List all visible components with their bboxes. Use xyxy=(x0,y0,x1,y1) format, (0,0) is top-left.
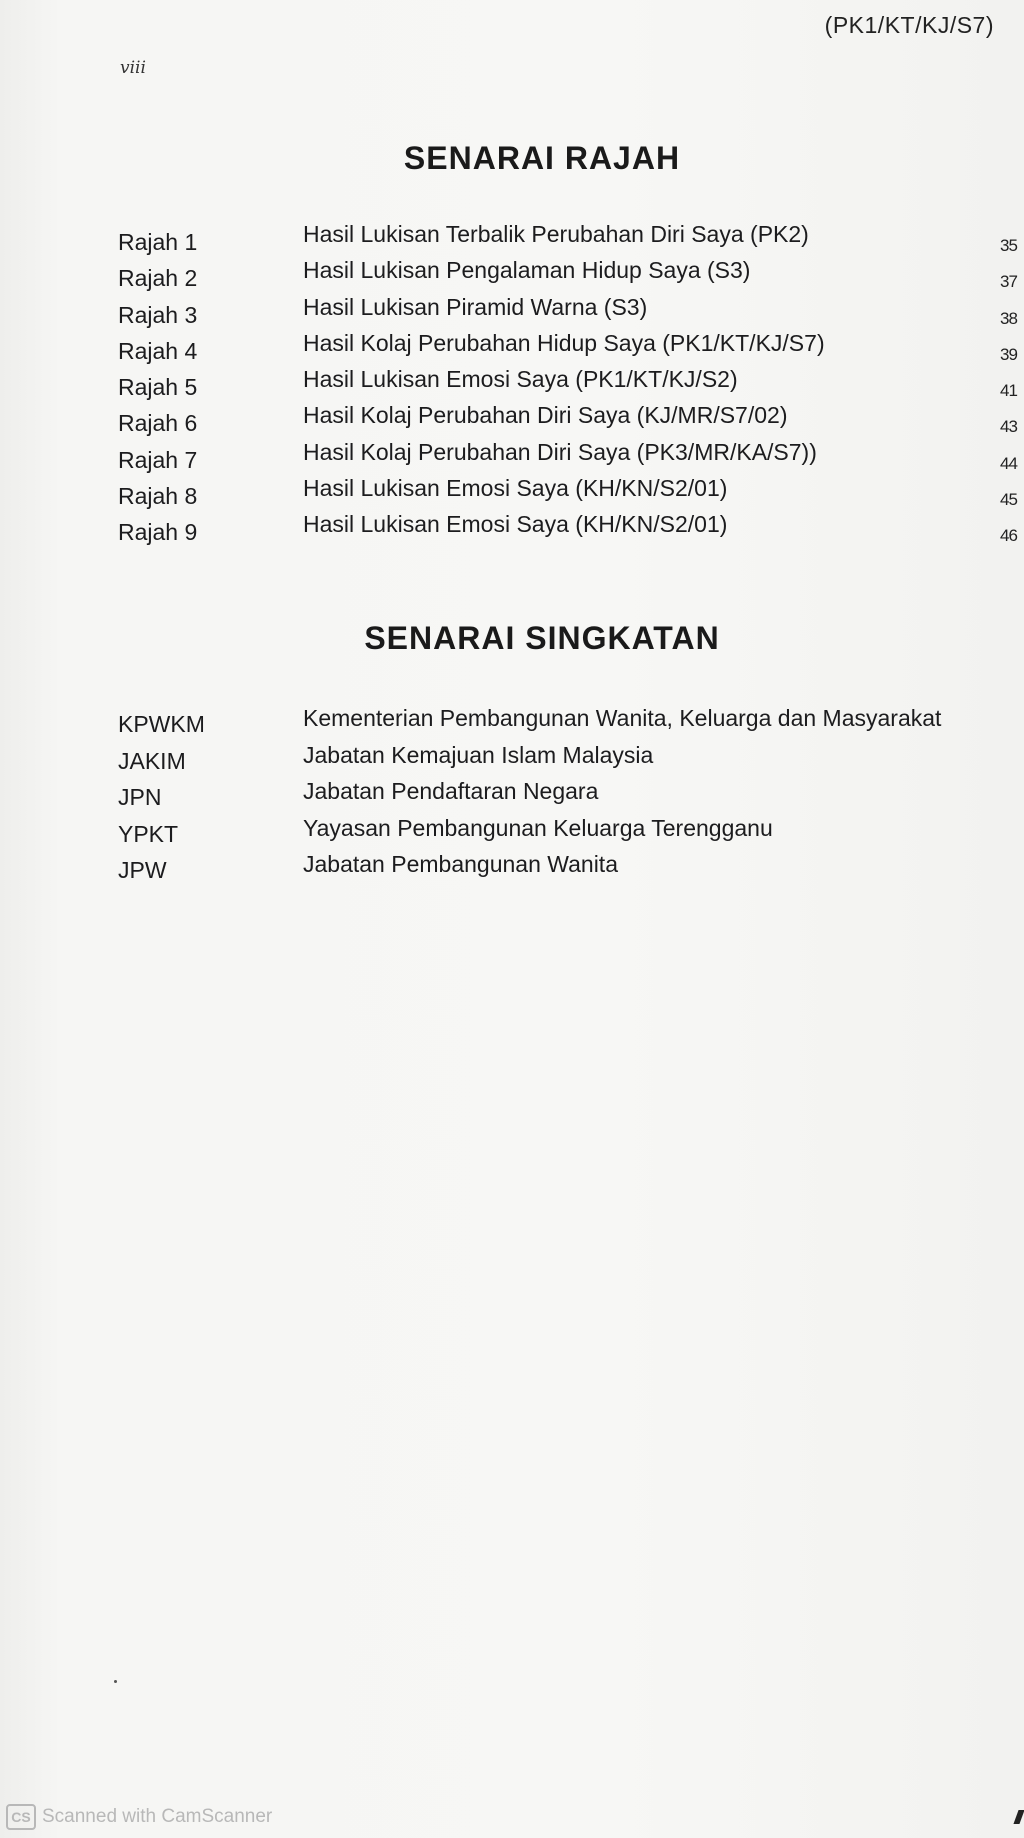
figure-title: Hasil Lukisan Piramid Warna (S3) xyxy=(303,293,648,320)
figure-page: 38 xyxy=(1000,308,1017,328)
abbreviation-code: JAKIM xyxy=(118,747,186,774)
running-head: (PK1/KT/KJ/S7) xyxy=(824,12,994,38)
figure-page: 45 xyxy=(1000,490,1017,510)
abbreviation-meaning: Jabatan Pembangunan Wanita xyxy=(303,851,618,877)
figure-title: Hasil Lukisan Emosi Saya (KH/KN/S2/01) xyxy=(303,511,728,538)
figure-label: Rajah 4 xyxy=(118,337,198,364)
abbreviation-meaning: Yayasan Pembangunan Keluarga Terengganu xyxy=(303,814,773,841)
figure-title: Hasil Lukisan Emosi Saya (KH/KN/S2/01) xyxy=(303,475,728,502)
abbreviation-code: KPWKM xyxy=(118,711,205,737)
abbreviation-meaning: Jabatan Pendaftaran Negara xyxy=(303,778,599,804)
abbreviation-code: JPN xyxy=(118,784,162,810)
figure-title: Hasil Lukisan Emosi Saya (PK1/KT/KJ/S2) xyxy=(303,366,738,393)
watermark-text: Scanned with CamScanner xyxy=(42,1806,273,1827)
abbreviations-heading: SENARAI SINGKATAN xyxy=(364,620,720,656)
figures-list xyxy=(118,221,1018,551)
figure-page: 43 xyxy=(1000,417,1017,437)
figure-label: Rajah 8 xyxy=(118,483,198,510)
abbreviations-list xyxy=(118,706,1018,889)
figure-page: 46 xyxy=(1000,526,1017,546)
abbreviation-code: JPW xyxy=(118,857,167,883)
figure-label: Rajah 7 xyxy=(118,446,198,473)
figure-title: Hasil Lukisan Terbalik Perubahan Diri Saya (PK2) xyxy=(303,221,809,247)
figure-title: Hasil Kolaj Perubahan Diri Saya (KJ/MR/S7/02) xyxy=(303,402,788,429)
figure-label: Rajah 6 xyxy=(118,410,198,437)
page-number: viii xyxy=(120,58,146,78)
figure-label: Rajah 2 xyxy=(118,265,198,292)
figure-label: Rajah 3 xyxy=(118,301,198,328)
figure-page: 39 xyxy=(1000,344,1017,364)
figure-label: Rajah 5 xyxy=(118,374,198,401)
camscanner-watermark xyxy=(6,1804,272,1830)
page-edge-mark xyxy=(1013,1810,1024,1824)
figure-title: Hasil Kolaj Perubahan Diri Saya (PK3/MR/KA/S7)) xyxy=(303,438,817,465)
figure-page: 37 xyxy=(1000,272,1017,292)
figure-page: 41 xyxy=(1000,381,1017,401)
figure-title: Hasil Lukisan Pengalaman Hidup Saya (S3) xyxy=(303,257,751,284)
figures-heading: SENARAI RAJAH xyxy=(403,140,681,176)
scan-speck xyxy=(114,1680,117,1683)
figure-page: 35 xyxy=(1000,236,1017,255)
figure-label: Rajah 9 xyxy=(118,519,198,546)
abbreviation-meaning: Kementerian Pembangunan Wanita, Keluarga dan Masyarakat xyxy=(303,705,942,731)
figure-title: Hasil Kolaj Perubahan Hidup Saya (PK1/KT/KJ/S7) xyxy=(303,329,825,356)
figure-page: 44 xyxy=(1000,453,1017,473)
figure-label: Rajah 1 xyxy=(118,229,198,255)
camscanner-logo-icon: CS xyxy=(6,1804,36,1830)
abbreviation-meaning: Jabatan Kemajuan Islam Malaysia xyxy=(303,741,654,768)
figure-entry[interactable] xyxy=(118,511,1018,550)
abbreviation-code: YPKT xyxy=(118,820,179,847)
abbreviation-entry xyxy=(118,852,1018,889)
